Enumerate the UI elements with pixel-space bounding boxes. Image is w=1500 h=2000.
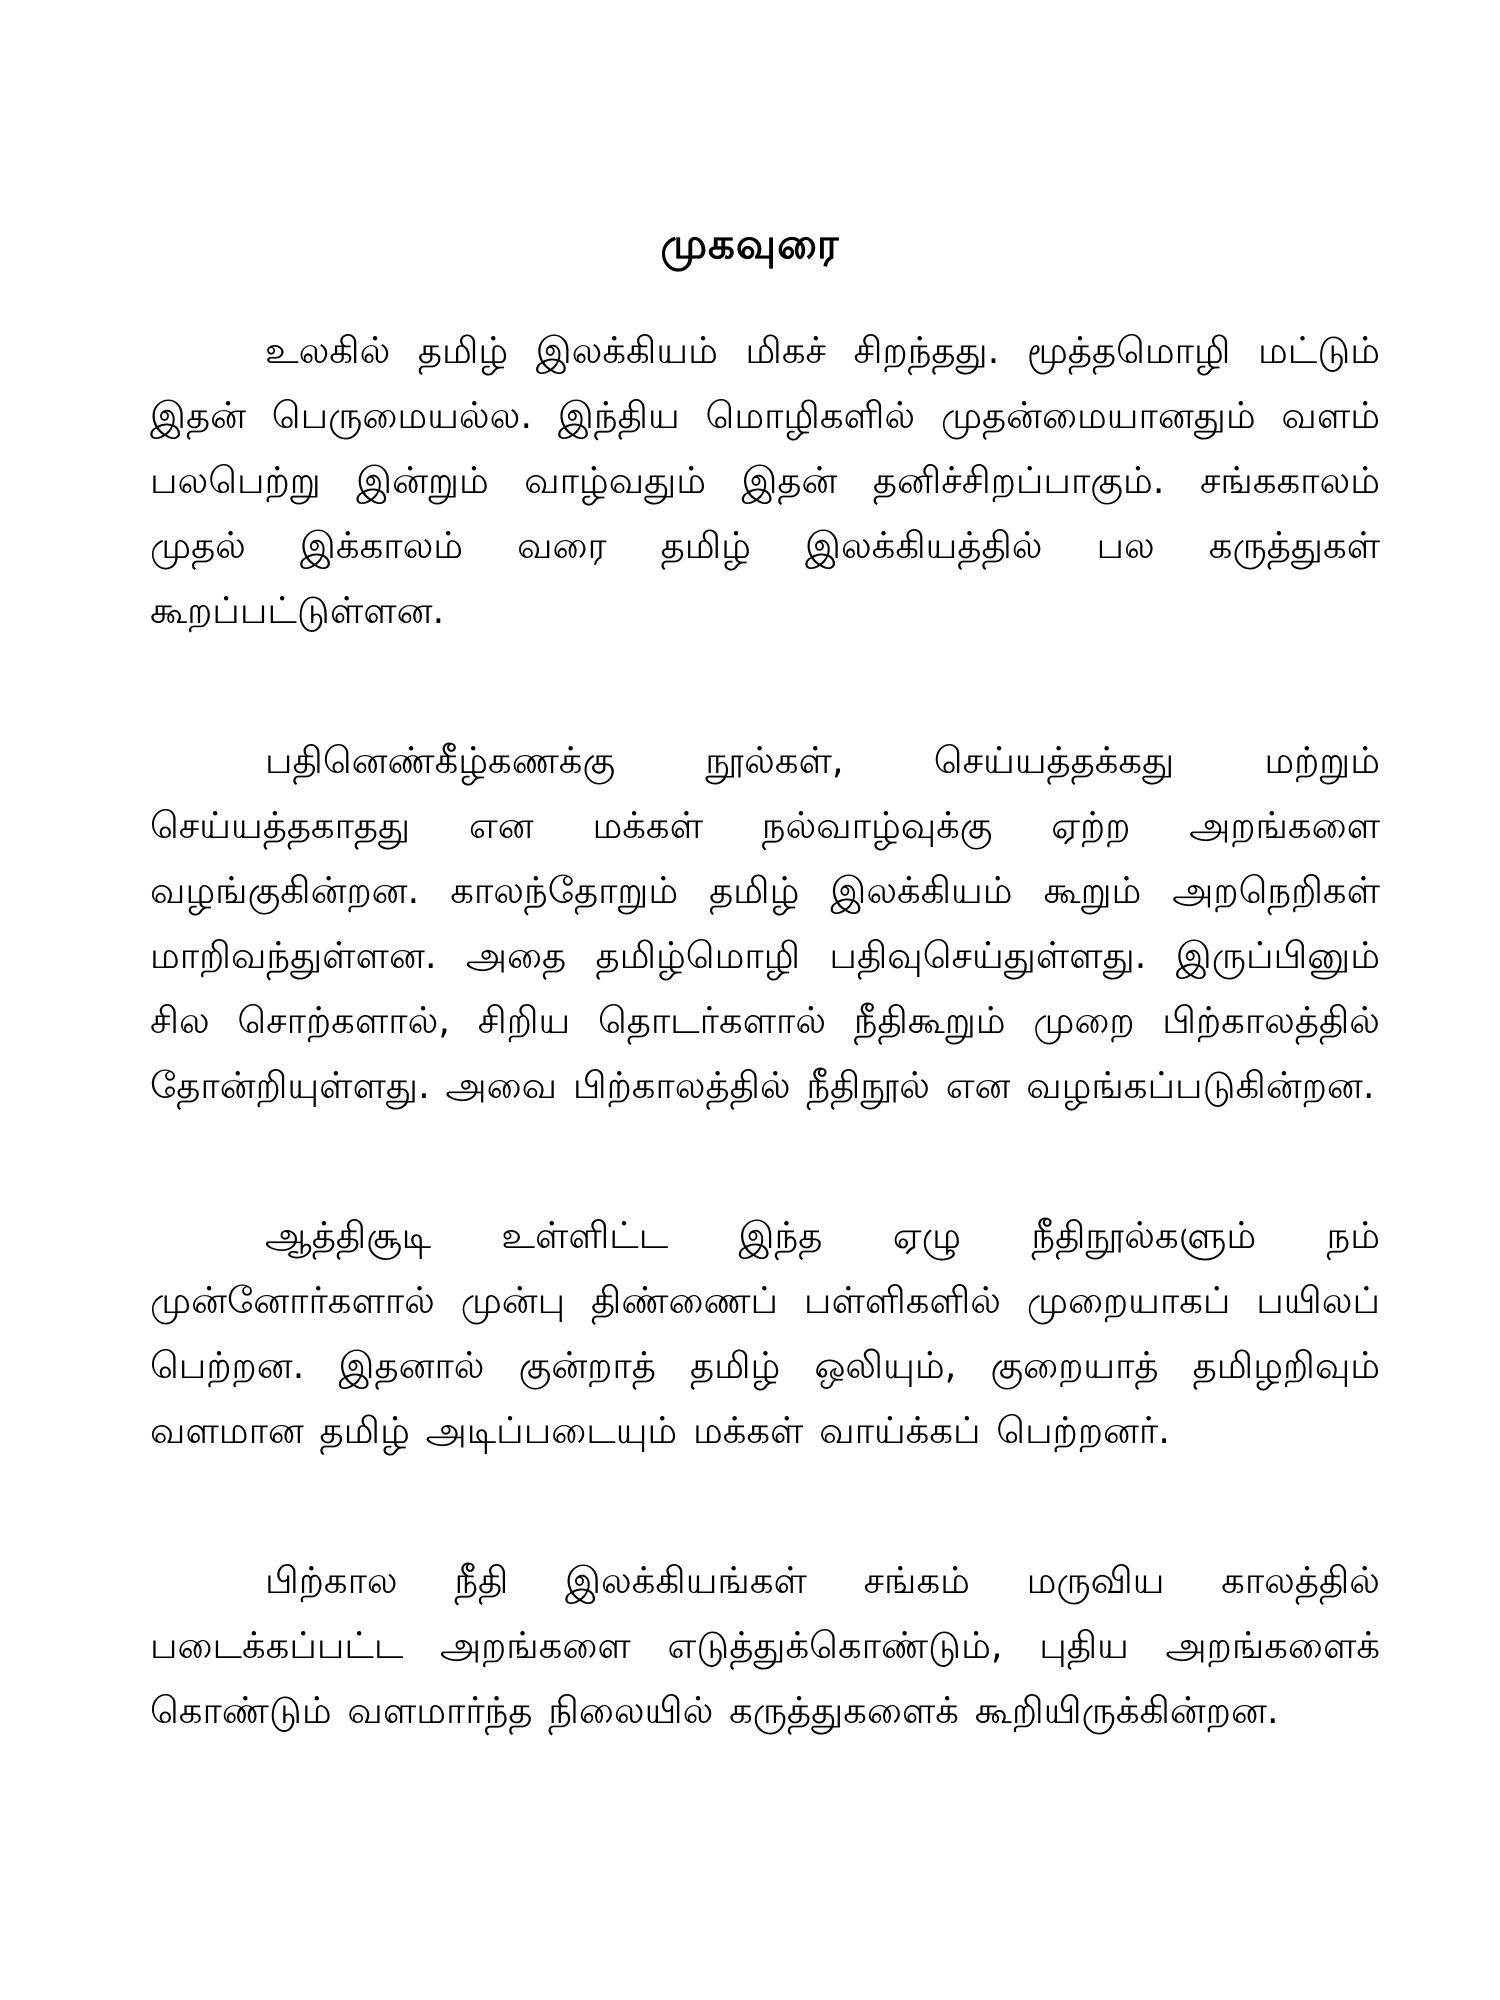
paragraph-2: பதினெண்கீழ்கணக்கு நூல்கள், செய்யத்தக்கது மற்றும் செய்யத்தகாதது என மக்கள் நல்வாழ்வுக்கு ஏற்ற அறங்களை வழங்குகின்றன. காலந்தோறும் தமிழ் இலக்கியம் கூறும் அறநெறிகள் மாறிவந்துள்ளன. அதை தமிழ்மொழி பதிவுசெய்துள்ளது. இருப்பினும் சில சொற்களால், சிறிய தொடர்களால் நீதிகூறும் முறை பிற்காலத்தில் தோன்றியுள்ளது. அவை பிற்காலத்தில் நீதிநூல் என வழங்கப்படுகின்றன. <box>150 739 1380 1107</box>
document-body <box>150 318 1380 1743</box>
paragraph-4: பிற்கால நீதி இலக்கியங்கள் சங்கம் மருவிய காலத்தில் படைக்கப்பட்ட அறங்களை எடுத்துக்கொண்டும், புதிய அறங்களைக் கொண்டும் வளமார்ந்த நிலையில் கருத்துகளைக் கூறியிருக்கின்றன. <box>150 1559 1380 1732</box>
paragraph-1: உலகில் தமிழ் இலக்கியம் மிகச் சிறந்தது. மூத்தமொழி மட்டும் இதன் பெருமையல்ல. இந்திய மொழிகளில் முதன்மையானதும் வளம் பலபெற்று இன்றும் வாழ்வதும் இதன் தனிச்சிறப்பாகும். சங்ககாலம் முதல் இக்காலம் வரை தமிழ் இலக்கியத்தில் பல கருத்துகள் கூறப்பட்டுள்ளன. <box>150 329 1380 632</box>
paragraph-3: ஆத்திசூடி உள்ளிட்ட இந்த ஏழு நீதிநூல்களும் நம் முன்னோர்களால் முன்பு திண்ணைப் பள்ளிகளில் முறையாகப் பயிலப் பெற்றன. இதனால் குன்றாத் தமிழ் ஒலியும், குறையாத் தமிழறிவும் வளமான தமிழ் அடிப்படையும் மக்கள் வாய்க்கப் பெற்றனர். <box>150 1214 1380 1452</box>
page-title: முகவுரை <box>660 219 840 269</box>
